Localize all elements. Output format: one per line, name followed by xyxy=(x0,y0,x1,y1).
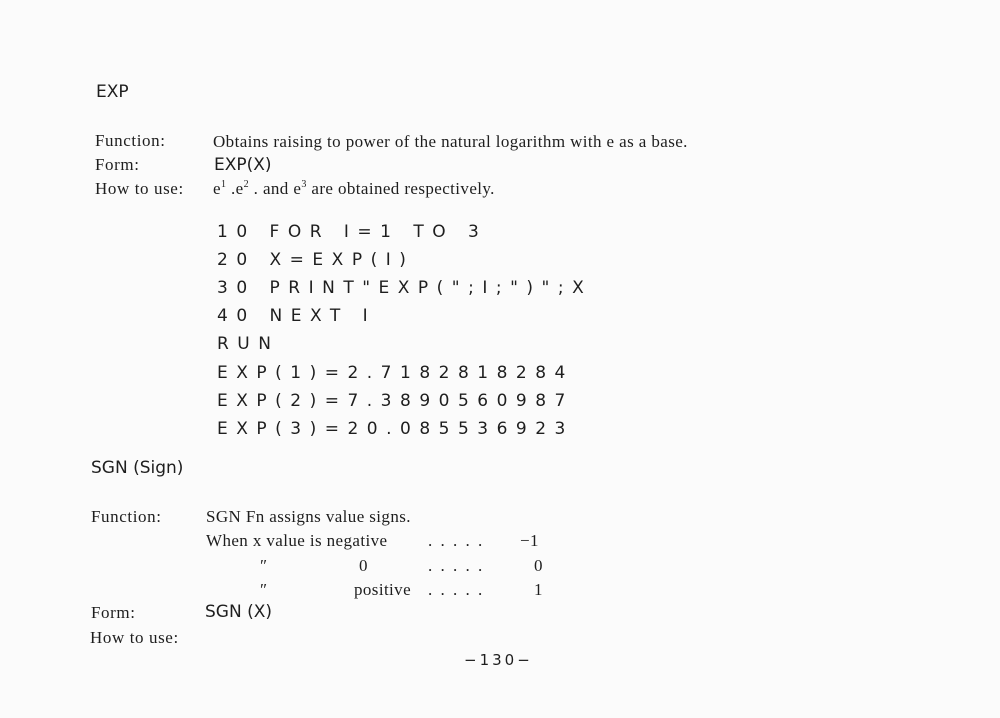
exp-how-text xyxy=(213,179,495,199)
exp-how-label: How to use: xyxy=(95,179,184,198)
sgn-row-zero-result: 0 xyxy=(534,556,543,575)
ditto-mark: ″ xyxy=(260,556,268,575)
output-line: EXP(2)=7.3890560987 xyxy=(217,391,574,411)
code-line: 20 X=EXP(I) xyxy=(217,250,415,270)
ditto-mark: ″ xyxy=(260,580,268,599)
sgn-row-positive-dots: . . . . . xyxy=(428,580,485,599)
e1-exponent: 1 xyxy=(220,179,227,190)
code-line: 40 NEXT I xyxy=(217,306,377,326)
output-line: EXP(1)=2.7182818284 xyxy=(217,363,574,383)
exp-form-label: Form: xyxy=(95,155,140,174)
e3-exponent: 3 xyxy=(301,179,307,190)
sgn-row-zero-dots: . . . . . xyxy=(428,556,485,575)
code-line: 30 PRINT"EXP(";I;")";X xyxy=(217,278,593,298)
output-line: EXP(3)=20.085536923 xyxy=(217,419,574,439)
e2-exponent: 2 xyxy=(243,179,250,190)
sgn-form-label: Form: xyxy=(91,603,136,622)
sgn-heading xyxy=(91,458,183,478)
sgn-function-text: SGN Fn assigns value signs. xyxy=(206,507,411,526)
sgn-how-label: How to use: xyxy=(90,628,179,647)
exp-function-label: Function: xyxy=(95,131,166,150)
e1-base: e xyxy=(213,179,221,198)
sgn-row-negative-dots: . . . . . xyxy=(428,531,485,550)
sgn-row-positive-condition: positive xyxy=(354,580,412,599)
code-line: RUN xyxy=(217,334,280,354)
exp-heading: EXP xyxy=(96,82,129,102)
sgn-row-negative-condition: When x value is negative xyxy=(206,531,388,550)
how-tail: are obtained respectively. xyxy=(306,179,495,198)
how-sep: .e xyxy=(226,179,244,198)
exp-form-text: EXP(X) xyxy=(214,155,272,175)
page-number: −130− xyxy=(464,651,533,669)
sgn-row-negative-result: −1 xyxy=(520,531,539,550)
sgn-heading-text: SGN (Sign) xyxy=(91,458,184,478)
sgn-form-text: SGN (X) xyxy=(205,602,272,622)
sgn-function-label: Function: xyxy=(91,507,162,526)
exp-function-text: Obtains raising to power of the natural logarithm with e as a base. xyxy=(213,132,688,151)
how-mid: . and e xyxy=(249,179,302,198)
sgn-row-positive-result: 1 xyxy=(534,580,543,599)
sgn-row-zero-condition: 0 xyxy=(359,556,368,575)
code-line: 10 FOR I=1 TO 3 xyxy=(217,222,488,242)
